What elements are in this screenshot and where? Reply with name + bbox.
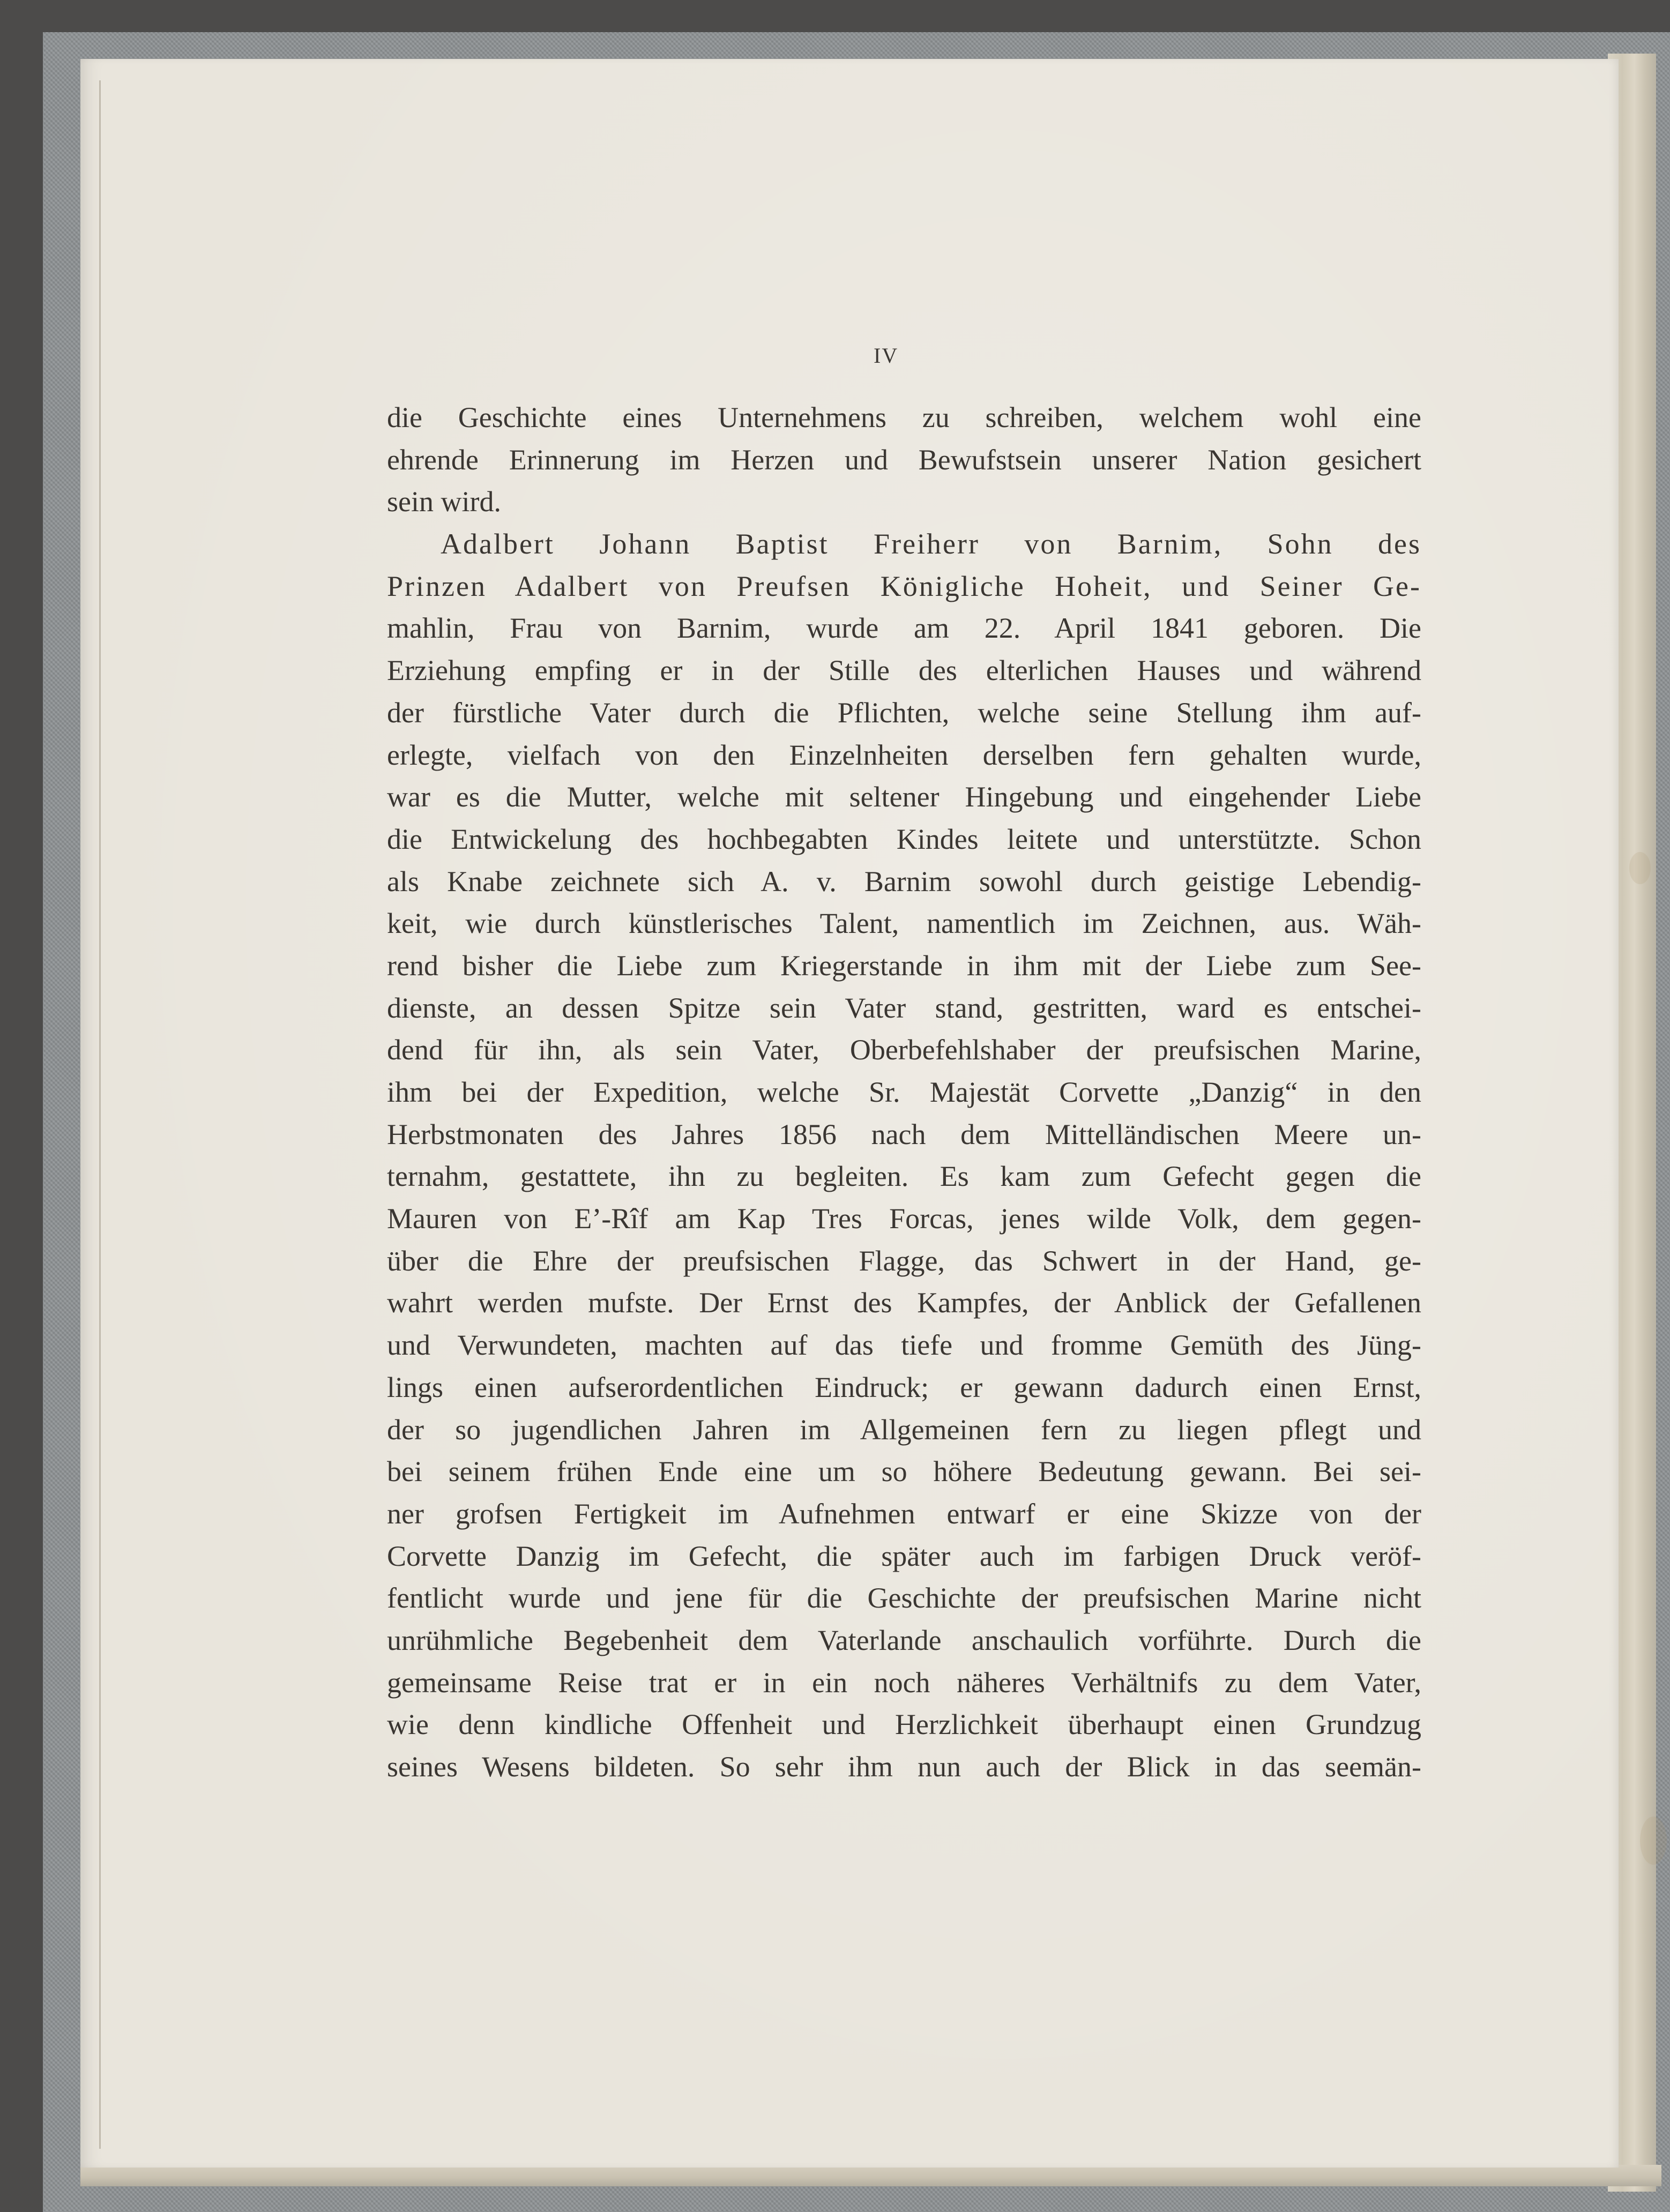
text-line: dend für ihn, als sein Vater, Oberbefehlshaber der preufsischen Marine,: [387, 1034, 1421, 1066]
text-line: ner grofsen Fertigkeit im Aufnehmen entwarf er eine Skizze von der: [387, 1497, 1421, 1530]
text-line: sein wird.: [387, 485, 501, 518]
text-line: lings einen aufserordentlichen Eindruck; er gewann dadurch einen Ernst,: [387, 1371, 1421, 1403]
paper-stain: [1629, 852, 1651, 884]
text-line: wahrt werden mufste. Der Ernst des Kampfes, der Anblick der Gefallenen: [387, 1287, 1421, 1319]
text-line: die Entwickelung des hochbegabten Kindes leitete und unterstützte. Schon: [387, 823, 1421, 855]
text-line: ihm bei der Expedition, welche Sr. Majestät Corvette „Danzig“ in den: [387, 1076, 1421, 1108]
paper-stain: [1640, 1817, 1667, 1865]
text-line: und Verwundeten, machten auf das tiefe und fromme Gemüth des Jüng-: [387, 1329, 1421, 1362]
text-line: erlegte, vielfach von den Einzelnheiten derselben fern gehalten wurde,: [387, 738, 1421, 771]
text-line: unrühmliche Begebenheit dem Vaterlande anschaulich vorführte. Durch die: [387, 1624, 1421, 1656]
text-line: gemeinsame Reise trat er in ein noch näheres Verhältnifs zu dem Vater,: [387, 1666, 1421, 1699]
text-line: Corvette Danzig im Gefecht, die später auch im farbigen Druck veröf-: [387, 1540, 1421, 1572]
text-line: als Knabe zeichnete sich A. v. Barnim sowohl durch geistige Lebendig-: [387, 865, 1421, 898]
text-line: mahlin, Frau von Barnim, wurde am 22. April 1841 geboren. Die: [387, 612, 1421, 645]
text-line: der so jugendlichen Jahren im Allgemeinen fern zu liegen pflegt und: [387, 1413, 1421, 1446]
text-line: wie denn kindliche Offenheit und Herzlichkeit überhaupt einen Grundzug: [387, 1708, 1421, 1741]
text-line: fentlicht wurde und jene für die Geschichte der preufsischen Marine nicht: [387, 1582, 1421, 1615]
text-line: Herbstmonaten des Jahres 1856 nach dem Mittelländischen Meere un-: [387, 1118, 1421, 1150]
body-text: [387, 397, 1421, 1788]
text-line: rend bisher die Liebe zum Kriegerstande in ihm mit der Liebe zum See-: [387, 949, 1421, 982]
binding-gutter-line: [99, 80, 101, 2149]
text-line: Erziehung empfing er in der Stille des elterlichen Hauses und während: [387, 654, 1421, 687]
text-line: Mauren von E’-Rîf am Kap Tres Forcas, jenes wilde Volk, dem gegen-: [387, 1202, 1421, 1235]
text-line: ehrende Erinnerung im Herzen und Bewufstsein unserer Nation gesichert: [387, 443, 1421, 476]
text-line: dienste, an dessen Spitze sein Vater stand, gestritten, ward es entschei-: [387, 991, 1421, 1024]
text-line: bei seinem frühen Ende eine um so höhere Bedeutung gewann. Bei sei-: [387, 1455, 1421, 1488]
text-line: die Geschichte eines Unternehmens zu schreiben, welchem wohl eine: [387, 401, 1421, 434]
page-edges-bottom: [80, 2165, 1661, 2186]
text-line: Prinzen Adalbert von Preufsen Königliche Hoheit, und Seiner Ge-: [387, 570, 1421, 602]
text-line: über die Ehre der preufsischen Flagge, das Schwert in der Hand, ge-: [387, 1244, 1421, 1277]
text-line: ternahm, gestattete, ihn zu begleiten. Es kam zum Gefecht gegen die: [387, 1160, 1421, 1193]
page-number: IV: [874, 343, 899, 368]
text-line: seines Wesens bildeten. So sehr ihm nun auch der Blick in das seemän-: [387, 1751, 1421, 1783]
text-line: war es die Mutter, welche mit seltener Hingebung und eingehender Liebe: [387, 781, 1421, 813]
text-line: der fürstliche Vater durch die Pflichten, welche seine Stellung ihm auf-: [387, 696, 1421, 729]
text-line: keit, wie durch künstlerisches Talent, namentlich im Zeichnen, aus. Wäh-: [387, 907, 1421, 940]
text-line: Adalbert Johann Baptist Freiherr von Barnim, Sohn des: [441, 528, 1421, 561]
